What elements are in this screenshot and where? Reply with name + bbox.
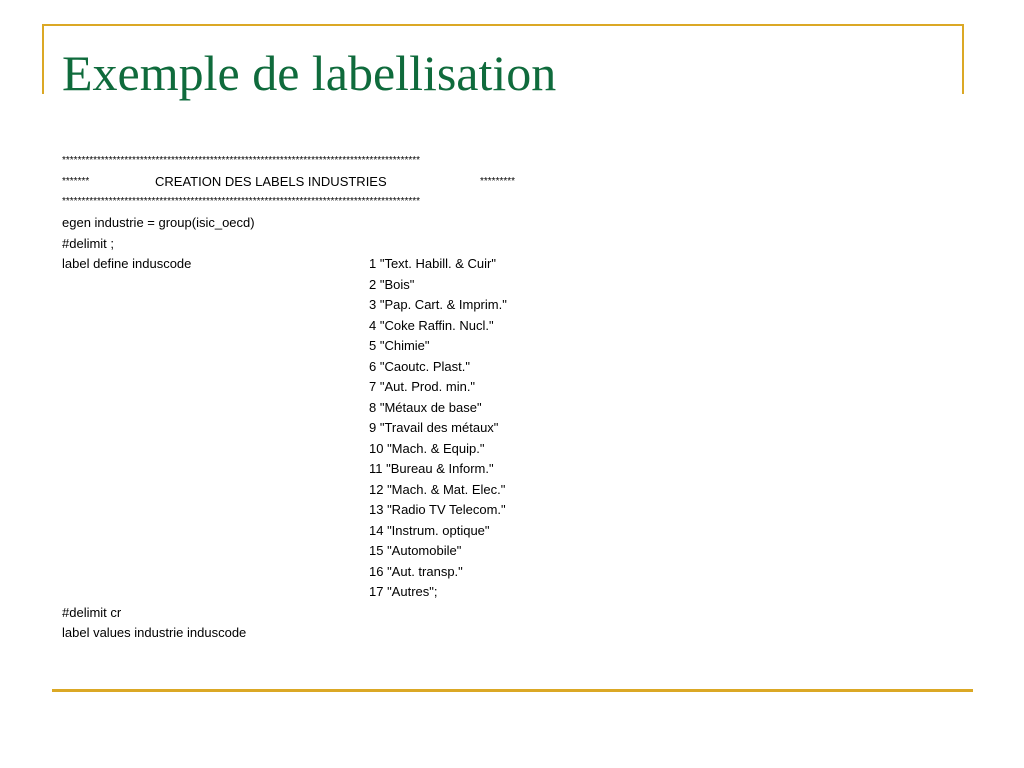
label-value-3: 3 "Pap. Cart. & Imprim." <box>369 297 507 312</box>
label-value-17: 17 "Autres"; <box>369 584 438 599</box>
frame-right-rule <box>962 24 964 94</box>
label-value-1: 1 "Text. Habill. & Cuir" <box>369 256 496 271</box>
header-title: CREATION DES LABELS INDUSTRIES <box>155 174 387 189</box>
egen-line: egen industrie = group(isic_oecd) <box>62 215 255 230</box>
delimit-open-line: #delimit ; <box>62 236 115 251</box>
stars-line-bottom: ******************************************************************************************** <box>62 196 421 207</box>
slide-title: Exemple de labellisation <box>62 45 557 101</box>
stars-line-top: ******************************************************************************************** <box>62 155 421 166</box>
frame-top-rule <box>42 24 964 26</box>
label-value-2: 2 "Bois" <box>369 277 415 292</box>
header-stars-left: ******* <box>62 176 90 187</box>
label-value-5: 5 "Chimie" <box>369 338 430 353</box>
label-values-line: label values industrie induscode <box>62 625 247 640</box>
label-define-line: label define induscode <box>62 256 192 271</box>
label-value-13: 13 "Radio TV Telecom." <box>369 502 506 517</box>
label-value-6: 6 "Caoutc. Plast." <box>369 359 470 374</box>
label-value-14: 14 "Instrum. optique" <box>369 523 490 538</box>
frame-bottom-rule <box>52 689 973 692</box>
header-stars-right: ********* <box>480 176 516 187</box>
label-value-9: 9 "Travail des métaux" <box>369 420 499 435</box>
frame-left-rule <box>42 24 44 94</box>
label-value-12: 12 "Mach. & Mat. Elec." <box>369 482 506 497</box>
label-value-11: 11 "Bureau & Inform." <box>369 461 494 476</box>
label-value-10: 10 "Mach. & Equip." <box>369 441 485 456</box>
label-value-16: 16 "Aut. transp." <box>369 564 463 579</box>
label-value-4: 4 "Coke Raffin. Nucl." <box>369 318 494 333</box>
label-value-8: 8 "Métaux de base" <box>369 400 482 415</box>
label-value-7: 7 "Aut. Prod. min." <box>369 379 476 394</box>
label-value-15: 15 "Automobile" <box>369 543 462 558</box>
delimit-close-line: #delimit cr <box>62 605 122 620</box>
